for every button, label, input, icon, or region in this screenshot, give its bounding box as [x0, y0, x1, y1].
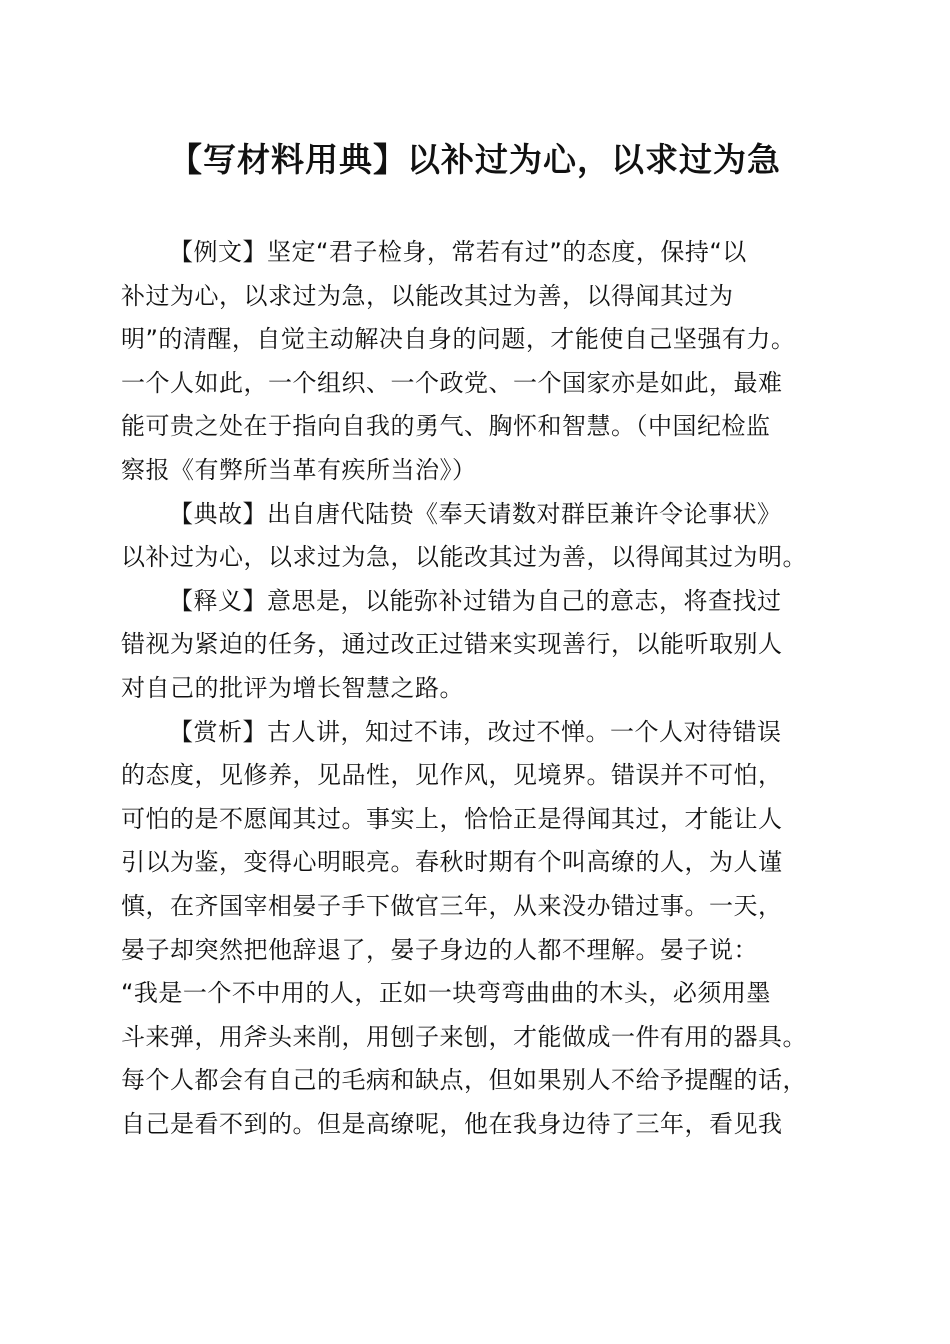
text-line: 的态度，见修养，见品性，见作风，见境界。错误并不可怕，	[121, 761, 783, 790]
text-line: 察报《有弊所当革有疾所当治》）	[121, 455, 477, 484]
text-line: 可怕的是不愿闻其过。事实上，恰恰正是得闻其过，才能让人	[121, 804, 783, 833]
text-line: 【赏析】古人讲，知过不讳，改过不惮。一个人对待错误	[169, 717, 782, 746]
text-line: 对自己的批评为增长智慧之路。	[121, 673, 464, 702]
document-body	[121, 231, 851, 1146]
text-line: 斗来弹，用斧头来削，用刨子来刨，才能做成一件有用的器具。	[121, 1022, 807, 1051]
document-title: 【写材料用典】以补过为心，以求过为急	[169, 140, 781, 179]
text-line: 【释义】意思是，以能弥补过错为自己的意志，将查找过	[169, 586, 782, 615]
text-line: 慎，在齐国宰相晏子手下做官三年，从来没办错过事。一天，	[121, 891, 783, 920]
paragraph-allusion	[121, 493, 851, 580]
text-line: 能可贵之处在于指向自我的勇气、胸怀和智慧。（中国纪检监	[121, 412, 771, 441]
text-line: 错视为紧迫的任务，通过改正过错来实现善行，以能听取别人	[121, 630, 783, 659]
paragraph-example	[121, 231, 851, 493]
text-line: 每个人都会有自己的毛病和缺点，但如果别人不给予提醒的话，	[121, 1066, 807, 1095]
paragraph-interpretation	[121, 580, 851, 711]
text-line: 自己是看不到的。但是高缭呢，他在我身边待了三年，看见我	[121, 1109, 783, 1138]
text-line: 【典故】出自唐代陆贽《奉天请数对群臣兼许令论事状》	[169, 499, 782, 528]
text-line: 以补过为心，以求过为急，以能改其过为善，以得闻其过为明。	[121, 543, 807, 572]
text-line: 补过为心，以求过为急，以能改其过为善，以得闻其过为	[121, 281, 734, 310]
paragraph-appreciation	[121, 711, 851, 1147]
text-line: 一个人如此，一个组织、一个政党、一个国家亦是如此，最难	[121, 368, 783, 397]
text-line: 引以为鉴，变得心明眼亮。春秋时期有个叫高缭的人，为人谨	[121, 848, 783, 877]
text-line: 晏子却突然把他辞退了，晏子身边的人都不理解。晏子说：	[121, 935, 758, 964]
text-line: 明”的清醒，自觉主动解决自身的问题，才能使自己坚强有力。	[121, 325, 796, 354]
text-line: “我是一个不中用的人，正如一块弯弯曲曲的木头，必须用墨	[121, 979, 771, 1008]
text-line: 【例文】坚定“君子检身，常若有过”的态度，保持“以	[169, 238, 747, 266]
